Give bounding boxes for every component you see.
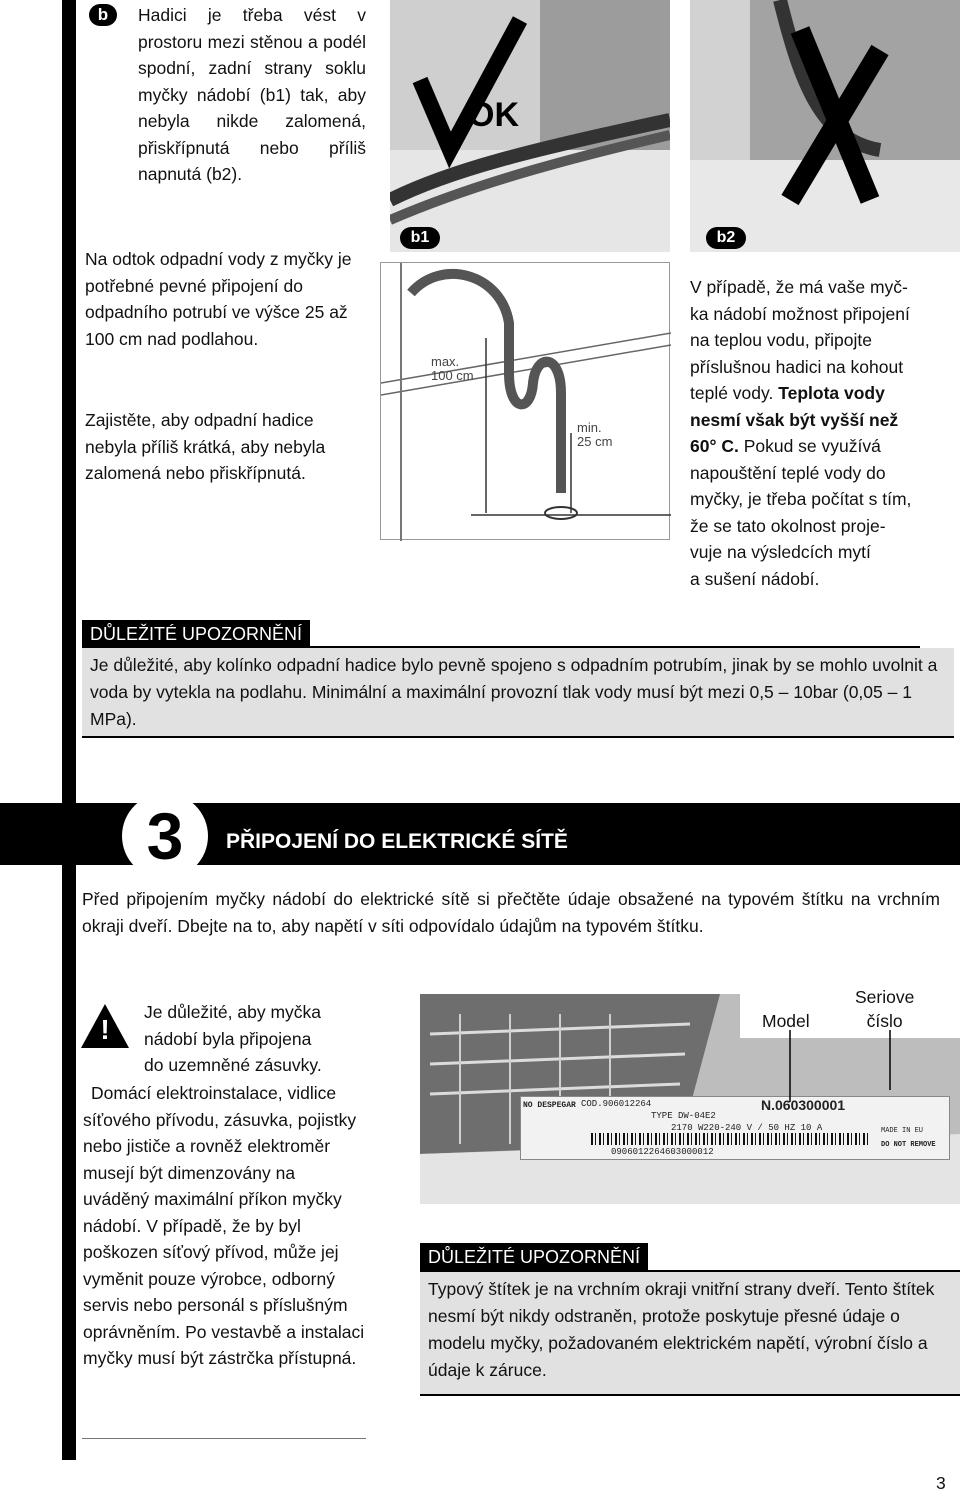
hot-water-line-2: ka nádobí možnost připojení: [690, 303, 910, 324]
page-number: 3: [936, 1473, 946, 1493]
warning-line-1: Je důležité, aby myčka: [144, 1002, 322, 1022]
serial-label-line-1: Seriove: [855, 987, 915, 1007]
plate-do-not-remove: DO NOT REMOVE: [881, 1141, 936, 1149]
wrong-photo-drawing: [690, 0, 960, 252]
hot-water-line-3: na teplou vodu, připojte: [690, 330, 872, 350]
section-3-number: 3: [122, 793, 208, 879]
hot-water-text: [690, 274, 958, 592]
ok-hose-photo: [390, 0, 670, 252]
hot-water-rest-line-4: vuje na výsledcích mytí: [690, 542, 871, 562]
left-margin-bar-bottom: [62, 860, 76, 1460]
plate-type: TYPE DW-04E2: [651, 1111, 716, 1121]
wrong-hose-photo: [690, 0, 960, 252]
diagram-min-line1: min.: [577, 420, 602, 435]
b1-label: b1: [400, 227, 440, 249]
warning-line-3: do uzemněné zásuvky.: [144, 1055, 322, 1075]
diagram-drawing: [381, 263, 671, 541]
section-3-title: PŘIPOJENÍ DO ELEKTRICKÉ SÍTĚ: [226, 830, 568, 853]
warning-line-2: nádobí byla připojena: [144, 1028, 312, 1049]
hot-water-rest-line-2: myčky, je třeba počítat s tím,: [690, 489, 912, 509]
hot-water-line-4: příslušnou hadici na kohout: [690, 356, 904, 377]
warning-bottom-rule: [82, 1438, 366, 1439]
drain-connection-text: Na odtok odpadní vody z myčky je potřebné pevné připojení do odpadního potrubí ve výšce 25 až 100 cm nad podlahou.: [85, 249, 352, 349]
hot-water-rest-line-3: že se tato okolnost proje-: [690, 515, 886, 536]
diagram-min-label: [577, 421, 612, 449]
hot-water-bold-3: 60° C.: [690, 436, 739, 456]
diagram-max-line2: 100 cm: [431, 368, 474, 383]
hose-length-text: Zajistěte, aby odpadní hadice nebyla příliš krátká, aby nebyla zalomená nebo přiskřípnutá.: [85, 410, 326, 483]
hot-water-rest-line-1: napouštění teplé vody do: [690, 462, 886, 483]
ok-photo-drawing: [390, 0, 670, 252]
ok-mark: OK: [468, 96, 519, 134]
notice-2-body: Typový štítek je na vrchním okraji vnitřní strany dveří. Tento štítek nesmí být nikdy odstraněn, protože poskytuje přesné údaje o modelu myčky, požadovaném elektrickém napětí, výrobní číslo a údaje k záruce.: [428, 1279, 935, 1380]
plate-barcode: [591, 1133, 871, 1145]
warning-indented-text: [144, 999, 364, 1079]
hot-water-rest-1: Pokud se využívá: [743, 436, 881, 456]
plate-rating: 2170 W220-240 V / 50 HZ 10 A: [671, 1123, 823, 1133]
notice-1-body: Je důležité, aby kolínko odpadní hadice bylo pevně spojeno s odpadním potrubím, jinak by se mohlo uvolnit a voda by vytekla na podlahu. Minimální a maximální provozní tlak vody musí být mezi 0,5 – 10bar (0,05 – 1 MPa).: [90, 655, 938, 729]
plate-serial-number: N.060300001: [761, 1097, 846, 1113]
diagram-min-line2: 25 cm: [577, 434, 613, 449]
drain-height-diagram: [380, 262, 670, 540]
section-3-intro: Před připojením myčky nádobí do elektrické sítě si přečtěte údaje obsažené na typovém štítku na vrchním okraji dveří. Dbejte na to, aby napětí v síti odpovídalo údajům na typovém štítku.: [82, 889, 940, 936]
plate-callout-lines: [760, 1030, 960, 1110]
hot-water-bold-2: nesmí však být vyšší než: [690, 409, 899, 430]
plate-no-depegar: NO DESPEGAR: [523, 1101, 576, 1110]
diagram-max-label: [431, 355, 474, 383]
b2-label: b2: [706, 227, 746, 249]
serial-label-line-2: číslo: [866, 1011, 903, 1031]
left-margin-bar-top: [62, 0, 76, 805]
notice-2-heading: DŮLEŽITÉ UPOZORNĚNÍ: [420, 1243, 648, 1271]
section-b-badge: b: [89, 4, 117, 26]
model-label: Model: [762, 1011, 810, 1031]
hot-water-line-5: [690, 380, 958, 407]
hot-water-rest-line-5: a sušení nádobí.: [690, 568, 820, 589]
hot-water-bold-1: Teplota vody: [778, 383, 885, 403]
notice-1-heading: DŮLEŽITÉ UPOZORNĚNÍ: [82, 620, 310, 648]
warning-exclamation-icon: !: [100, 1014, 110, 1045]
notice-2-box: [420, 1272, 960, 1396]
serial-label: [855, 985, 914, 1033]
notice-1-box: [82, 648, 954, 738]
hot-water-line-1: V případě, že má vaše myč-: [690, 277, 908, 297]
hose-routing-text: Hadici je třeba vést v prostoru mezi stěnou a podél spodní, zadní strany soklu myčky nádobí (b1) tak, aby nebyla nikde zalomená, přiskřípnutá nebo příliš napnutá (b2).: [138, 5, 366, 184]
plate-cod: COD.906012264: [581, 1099, 652, 1109]
warning-body: Domácí elektroinstalace, vidlice síťového přívodu, zásuvka, pojistky nebo jističe a rovněž elektroměr musejí být dimenzovány na uváděný maximální příkon myčky nádobí. V případě, že by byl poškozen síťový přívod, může jej vyměnit pouze výrobce, odborný servis nebo personál s příslušným oprávněním. Po vestavbě a instalaci myčky musí být zástrčka přístupná.: [83, 1083, 365, 1368]
hot-water-line-7: [690, 433, 958, 460]
hot-water-line-5-text: teplé vody.: [690, 383, 774, 403]
diagram-max-line1: max.: [431, 354, 460, 369]
plate-made-in: MADE IN EU: [881, 1127, 924, 1135]
plate-barcode-digits: 0906012264603000012: [611, 1147, 714, 1157]
